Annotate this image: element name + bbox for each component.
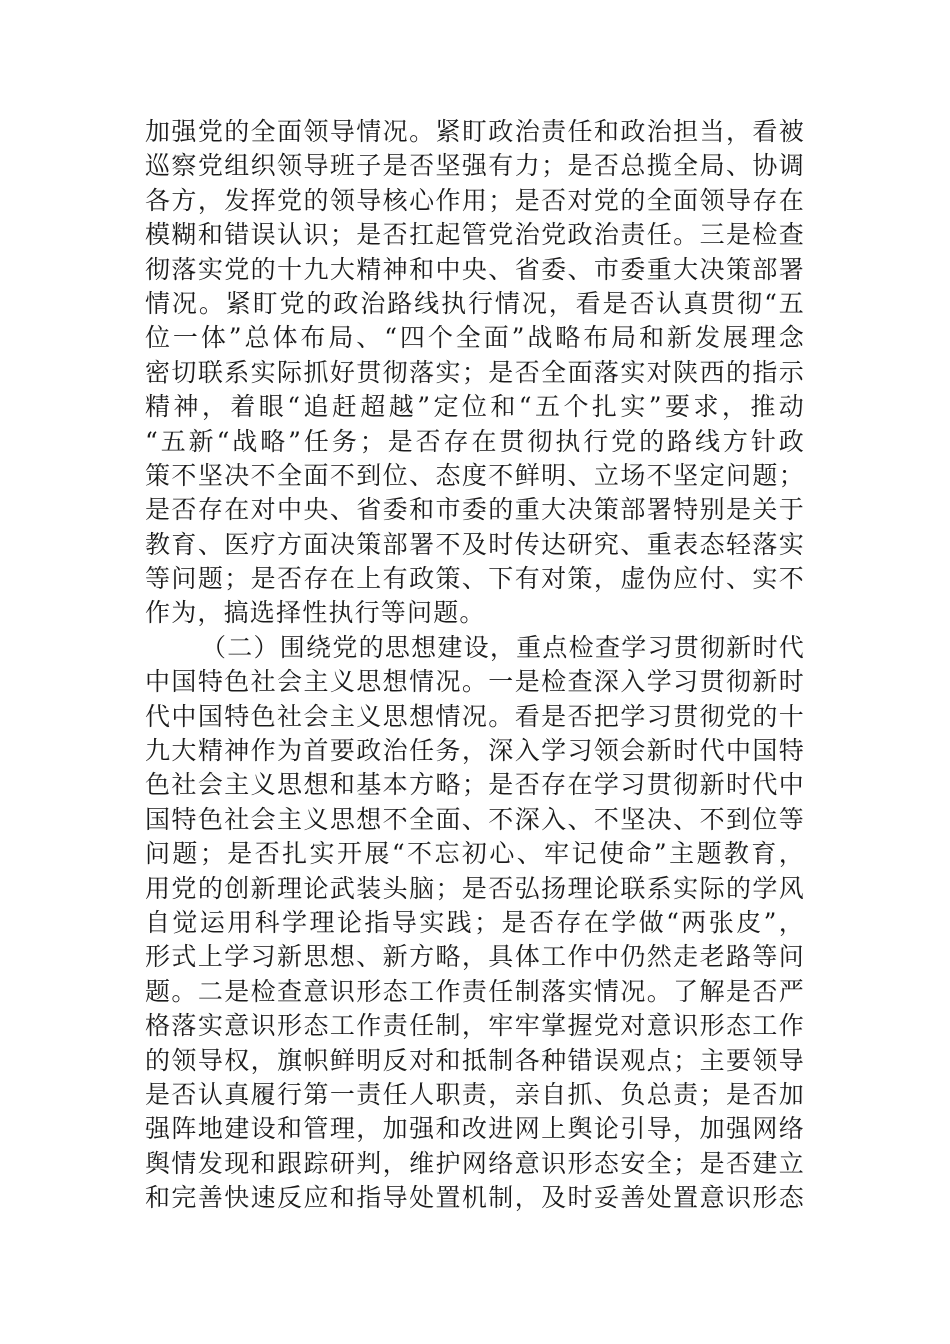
text-line: 代中国特色社会主义思想情况。看是否把学习贯彻党的十 [145, 701, 805, 731]
text-line: 教育、医疗方面决策部署不及时传达研究、重表态轻落实 [145, 529, 805, 559]
text-line: 情况。紧盯党的政治路线执行情况，看是否认真贯彻“五 [145, 288, 805, 318]
text-line: 和完善快速反应和指导处置机制，及时妥善处置意识形态 [145, 1183, 805, 1213]
text-line: 九大精神作为首要政治任务，深入学习领会新时代中国特 [145, 736, 805, 766]
text-line: 加强党的全面领导情况。紧盯政治责任和政治担当，看被 [145, 117, 805, 146]
text-line: 国特色社会主义思想不全面、不深入、不坚决、不到位等 [145, 804, 805, 834]
text-line: 彻落实党的十九大精神和中央、省委、市委重大决策部署 [145, 254, 805, 284]
text-line: 形式上学习新思想、新方略，具体工作中仍然走老路等问 [145, 942, 805, 972]
text-line: 各方，发挥党的领导核心作用；是否对党的全面领导存在 [145, 185, 805, 215]
text-line: 强阵地建设和管理，加强和改进网上舆论引导，加强网络 [145, 1114, 805, 1144]
text-line: 用党的创新理论武装头脑；是否弘扬理论联系实际的学风 [145, 873, 805, 903]
text-line: 自觉运用科学理论指导实践；是否存在学做“两张皮”， [145, 907, 805, 937]
text-line: 策不坚决不全面不到位、态度不鲜明、立场不坚定问题； [145, 460, 805, 490]
text-line-indented: （二）围绕党的思想建设，重点检查学习贯彻新时代 [201, 632, 805, 662]
text-line: 题。二是检查意识形态工作责任制落实情况。了解是否严 [145, 976, 805, 1006]
text-line: 格落实意识形态工作责任制，牢牢掌握党对意识形态工作 [145, 1011, 805, 1041]
text-line: 的领导权，旗帜鲜明反对和抵制各种错误观点；主要领导 [145, 1045, 805, 1075]
text-line: 中国特色社会主义思想情况。一是检查深入学习贯彻新时 [145, 667, 805, 697]
text-line: 密切联系实际抓好贯彻落实；是否全面落实对陕西的指示 [145, 357, 805, 387]
text-line: 是否认真履行第一责任人职责，亲自抓、负总责；是否加 [145, 1079, 805, 1109]
text-line: 作为，搞选择性执行等问题。 [145, 598, 486, 628]
text-line: 精神，着眼“追赶超越”定位和“五个扎实”要求，推动 [145, 392, 805, 422]
text-line: 是否存在对中央、省委和市委的重大决策部署特别是关于 [145, 495, 805, 525]
document-body [145, 115, 805, 1216]
text-line: “五新“战略”任务；是否存在贯彻执行党的路线方针政 [145, 426, 805, 456]
text-line: 模糊和错误认识；是否扛起管党治党政治责任。三是检查 [145, 220, 805, 250]
text-line: 位一体”总体布局、“四个全面”战略布局和新发展理念 [145, 323, 805, 353]
text-line: 色社会主义思想和基本方略；是否存在学习贯彻新时代中 [145, 770, 805, 800]
text-line: 舆情发现和跟踪研判，维护网络意识形态安全；是否建立 [145, 1148, 805, 1178]
text-line: 等问题；是否存在上有政策、下有对策，虚伪应付、实不 [145, 564, 805, 594]
text-line: 巡察党组织领导班子是否坚强有力；是否总揽全局、协调 [145, 151, 805, 181]
text-line: 问题；是否扎实开展“不忘初心、牢记使命”主题教育， [145, 839, 805, 869]
